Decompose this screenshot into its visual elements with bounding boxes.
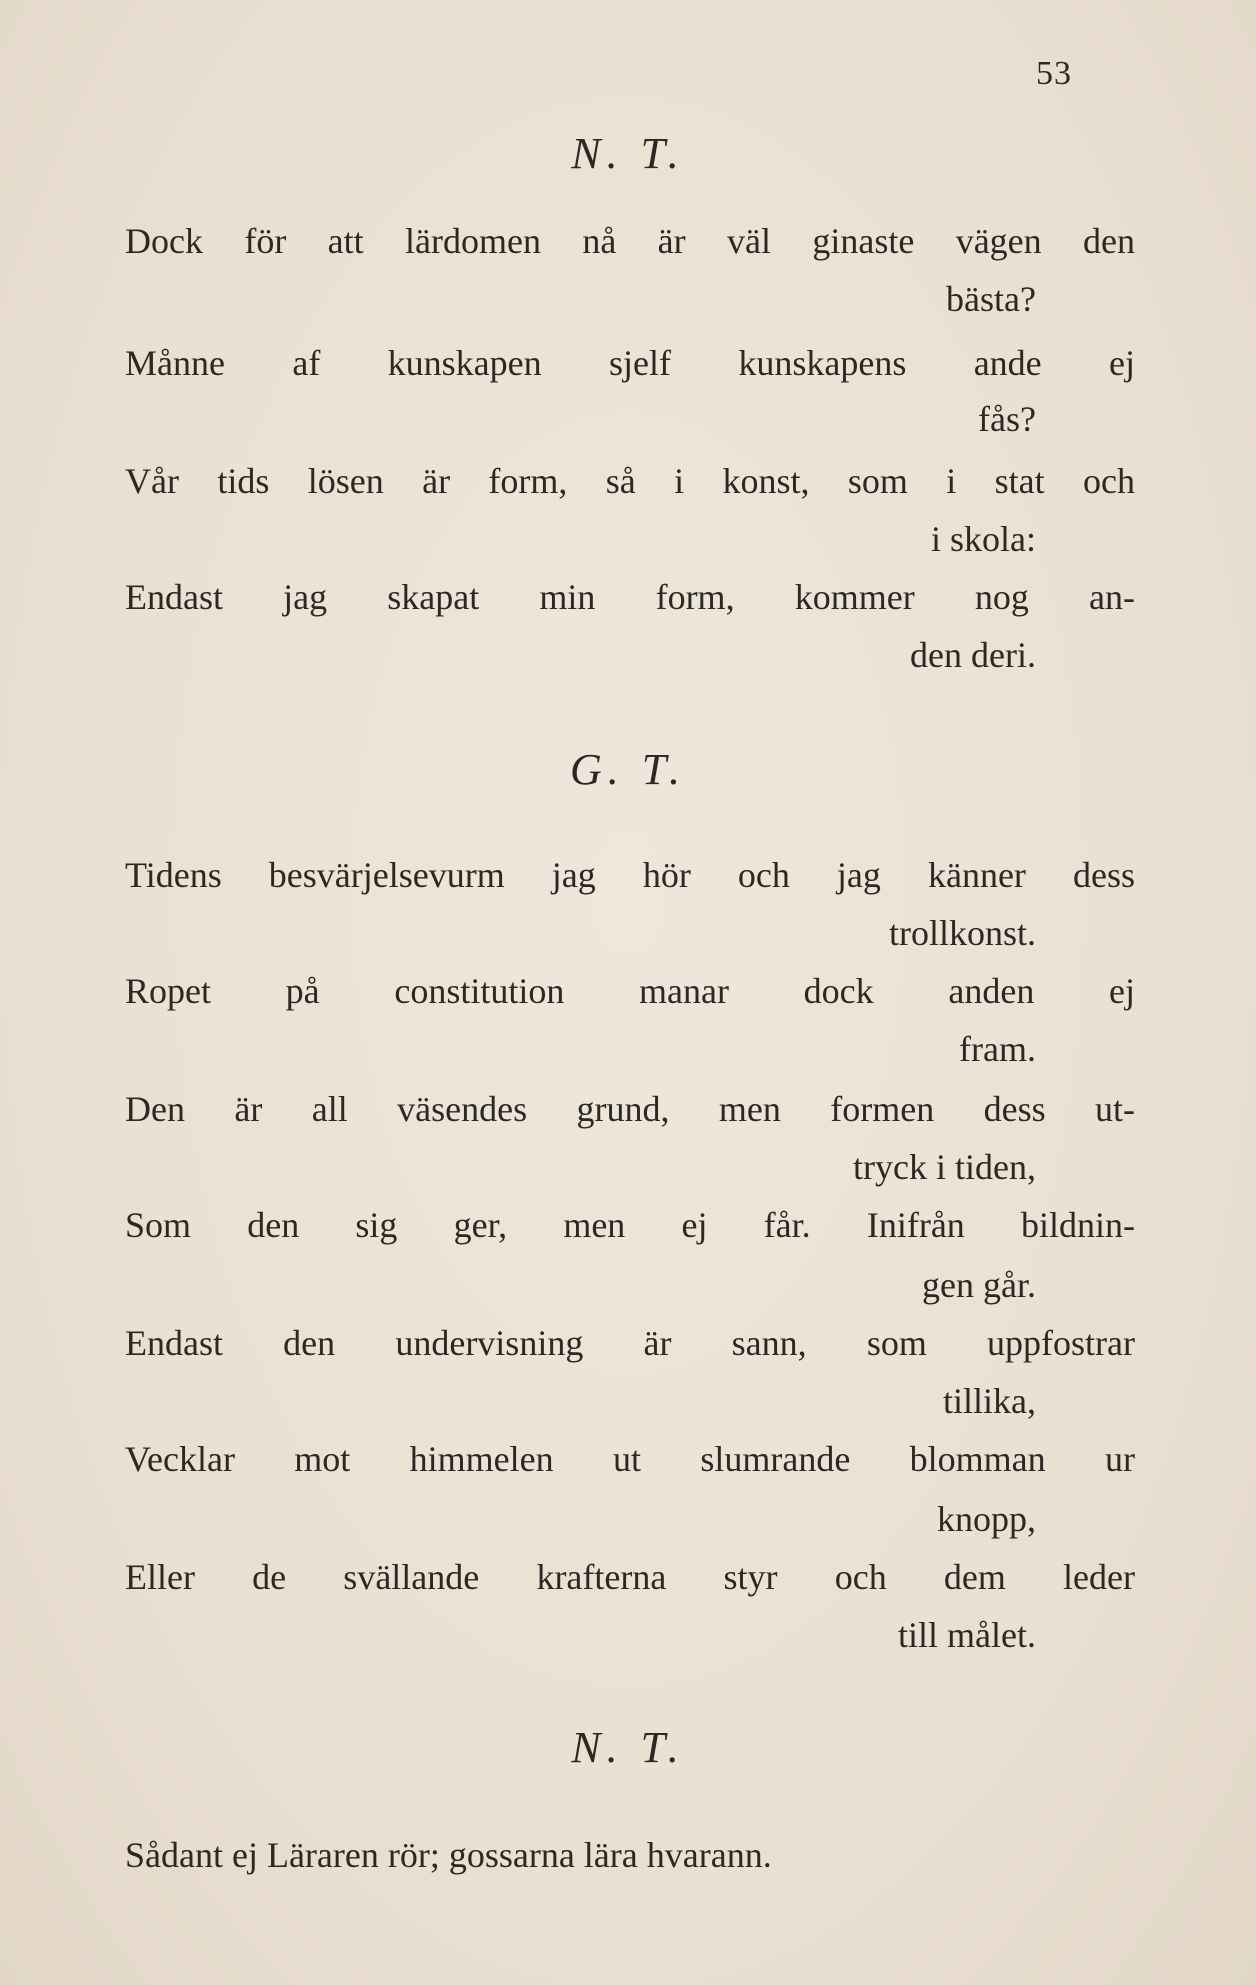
verse-line-continuation: trollkonst. (888, 913, 1036, 953)
verse-line: Eller de svällande krafterna styr och dem leder (125, 1557, 1135, 1597)
speaker-heading: N. T. (571, 129, 685, 178)
verse-line-continuation: fram. (959, 1029, 1036, 1069)
verse-line-continuation: den deri. (910, 635, 1036, 675)
verse-line: Månne af kunskapen sjelf kunskapens ande ej (125, 343, 1135, 383)
verse-line-continuation: till målet. (898, 1615, 1036, 1655)
verse-line-continuation: i skola: (931, 519, 1036, 559)
verse-line-continuation: tillika, (943, 1381, 1036, 1421)
verse-line-continuation: fås? (978, 399, 1036, 439)
verse-line: Vår tids lösen är form, så i konst, som i stat och (125, 461, 1135, 501)
verse-line: Dock för att lärdomen nå är väl ginaste vägen den (125, 221, 1135, 261)
verse-line-continuation: bästa? (946, 279, 1036, 319)
verse-line: Ropet på constitution manar dock anden ej (125, 971, 1135, 1011)
page-number: 53 (1036, 55, 1072, 92)
verse-line-continuation: tryck i tiden, (853, 1147, 1036, 1187)
verse-line: Vecklar mot himmelen ut slumrande blomman ur (125, 1439, 1135, 1479)
verse-line: Som den sig ger, men ej får. Inifrån bildnin- (125, 1205, 1135, 1245)
verse-line: Tidens besvärjelsevurm jag hör och jag känner dess (125, 855, 1135, 895)
speaker-heading: G. T. (570, 745, 686, 794)
verse-line-continuation: gen går. (922, 1265, 1036, 1305)
speaker-heading: N. T. (571, 1723, 685, 1772)
verse-line: Den är all väsendes grund, men formen dess ut- (125, 1089, 1135, 1129)
verse-line: Endast jag skapat min form, kommer nog an- (125, 577, 1135, 617)
verse-line: Sådant ej Läraren rör; gossarna lära hvarann. (125, 1835, 772, 1875)
verse-line-continuation: knopp, (937, 1499, 1036, 1539)
verse-line: Endast den undervisning är sann, som uppfostrar (125, 1323, 1135, 1363)
